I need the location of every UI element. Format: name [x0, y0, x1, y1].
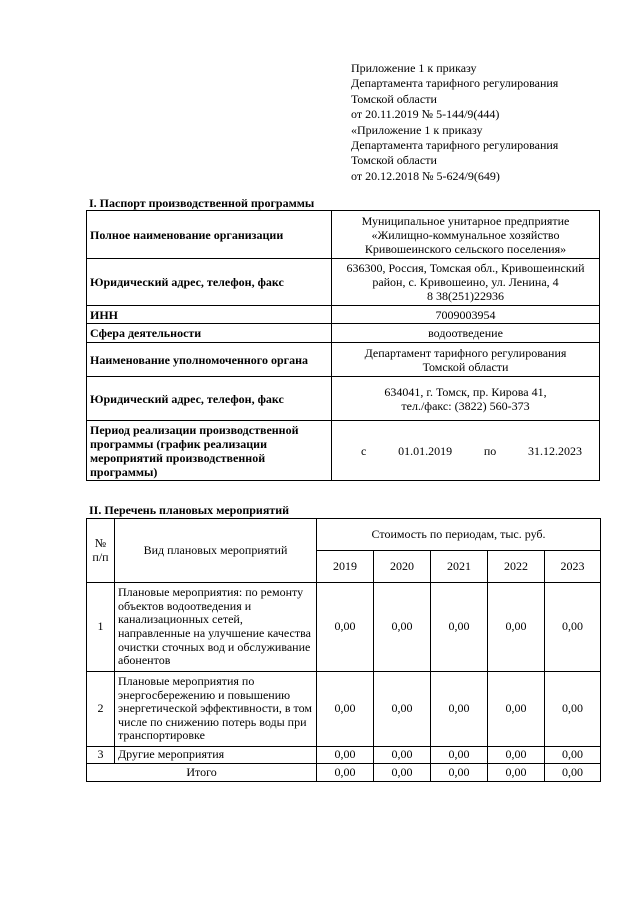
value-line: «Жилищно-коммунальное хозяйство	[371, 227, 560, 242]
passport-value	[332, 211, 600, 259]
total-value: 0,00	[431, 764, 488, 782]
header-year: 2022	[488, 551, 545, 583]
table-row	[87, 672, 601, 747]
row-value: 0,00	[431, 747, 488, 764]
value-line: водоотведение	[428, 326, 503, 340]
plan-section-title: II. Перечень плановых мероприятий	[89, 503, 290, 517]
value-line: 7009003954	[435, 307, 496, 322]
passport-period-value	[332, 421, 600, 481]
total-value: 0,00	[545, 764, 601, 782]
appendix-line: Департамента тарифного регулирования	[351, 76, 559, 91]
period-to-date: 31.12.2023	[528, 443, 582, 458]
row-num: 3	[87, 747, 115, 764]
header-year: 2019	[317, 551, 374, 583]
row-name: Другие мероприятия	[115, 747, 317, 764]
total-value: 0,00	[488, 764, 545, 782]
value-line: 636300, Россия, Томская обл., Кривошеинский	[346, 261, 585, 275]
header-year: 2023	[545, 551, 601, 583]
row-num: 2	[87, 672, 115, 747]
table-row	[87, 747, 601, 764]
passport-label: Сфера деятельности	[87, 324, 332, 343]
passport-row-inn	[87, 306, 600, 324]
total-label: Итого	[87, 764, 317, 782]
passport-value	[332, 343, 600, 377]
passport-label: Период реализации производственной программы (график реализации мероприятий производственной программы)	[87, 421, 332, 481]
value-line: Кривошеинского сельского поселения»	[364, 241, 567, 256]
passport-value	[332, 377, 600, 421]
header-name: Вид плановых мероприятий	[115, 519, 317, 583]
appendix-line: Департамента тарифного регулирования	[351, 138, 559, 153]
appendix-line: от 20.11.2019 № 5-144/9(444)	[351, 107, 500, 122]
row-value: 0,00	[545, 672, 601, 747]
plan-table	[86, 518, 601, 782]
row-value: 0,00	[545, 747, 601, 764]
passport-label: ИНН	[87, 306, 332, 324]
appendix-line: Томской области	[351, 153, 437, 168]
passport-row-period	[87, 421, 600, 481]
passport-row-org-address	[87, 259, 600, 306]
row-value: 0,00	[317, 672, 374, 747]
value-line: тел./факс: (3822) 560-373	[401, 398, 530, 413]
value-line: 634041, г. Томск, пр. Кирова 41,	[384, 384, 547, 399]
appendix-line: «Приложение 1 к приказу	[351, 122, 483, 137]
table-row	[87, 583, 601, 672]
row-value: 0,00	[545, 583, 601, 672]
header-year: 2021	[431, 551, 488, 583]
row-value: 0,00	[374, 583, 431, 672]
period-to-word: по	[483, 443, 497, 458]
passport-label: Юридический адрес, телефон, факс	[87, 377, 332, 421]
passport-row-authority-address	[87, 377, 600, 421]
row-value: 0,00	[431, 583, 488, 672]
passport-row-authority	[87, 343, 600, 377]
header-year: 2020	[374, 551, 431, 583]
row-value: 0,00	[488, 747, 545, 764]
appendix-line: Томской области	[351, 91, 437, 106]
row-value: 0,00	[488, 583, 545, 672]
passport-label: Наименование уполномоченного органа	[87, 343, 332, 377]
total-row	[87, 764, 601, 782]
value-line: Муниципальное унитарное предприятие	[361, 213, 570, 228]
row-num: 1	[87, 583, 115, 672]
value-line: Департамент тарифного регулирования	[364, 345, 567, 360]
row-name: Плановые мероприятия: по ремонту объектов водоотведения и канализационных сетей, направленные на улучшение качества очистки сточных вод и обслуживание абонентов	[115, 583, 317, 672]
value-line: 8 38(251)22936	[427, 289, 504, 303]
row-value: 0,00	[488, 672, 545, 747]
period-from-date: 01.01.2019	[398, 443, 453, 458]
row-value: 0,00	[317, 747, 374, 764]
row-name: Плановые мероприятия по энергосбережению и повышению энергетической эффективности, в том числе по снижению потерь воды при транспортировке	[115, 672, 317, 747]
row-value: 0,00	[374, 672, 431, 747]
appendix-header	[351, 61, 558, 184]
passport-row-org-name	[87, 211, 600, 259]
plan-header-row	[87, 519, 601, 551]
row-value: 0,00	[374, 747, 431, 764]
appendix-line: Приложение 1 к приказу	[351, 61, 477, 75]
header-cost: Стоимость по периодам, тыс. руб.	[317, 519, 601, 551]
total-value: 0,00	[317, 764, 374, 782]
passport-row-activity	[87, 324, 600, 343]
row-value: 0,00	[317, 583, 374, 672]
appendix-line: от 20.12.2018 № 5-624/9(649)	[351, 168, 500, 183]
passport-value	[332, 259, 600, 306]
passport-value	[332, 306, 600, 324]
passport-label: Юридический адрес, телефон, факс	[87, 259, 332, 306]
passport-section-title: I. Паспорт производственной программы	[89, 196, 315, 210]
value-line: Томской области	[422, 359, 509, 374]
total-value: 0,00	[374, 764, 431, 782]
header-num: № п/п	[87, 519, 115, 583]
value-line: район, с. Кривошеино, ул. Ленина, 4	[372, 275, 559, 289]
passport-label: Полное наименование организации	[87, 211, 332, 259]
passport-table	[86, 210, 600, 481]
passport-value	[332, 324, 600, 343]
period-from-word: с	[361, 443, 367, 458]
row-value: 0,00	[431, 672, 488, 747]
